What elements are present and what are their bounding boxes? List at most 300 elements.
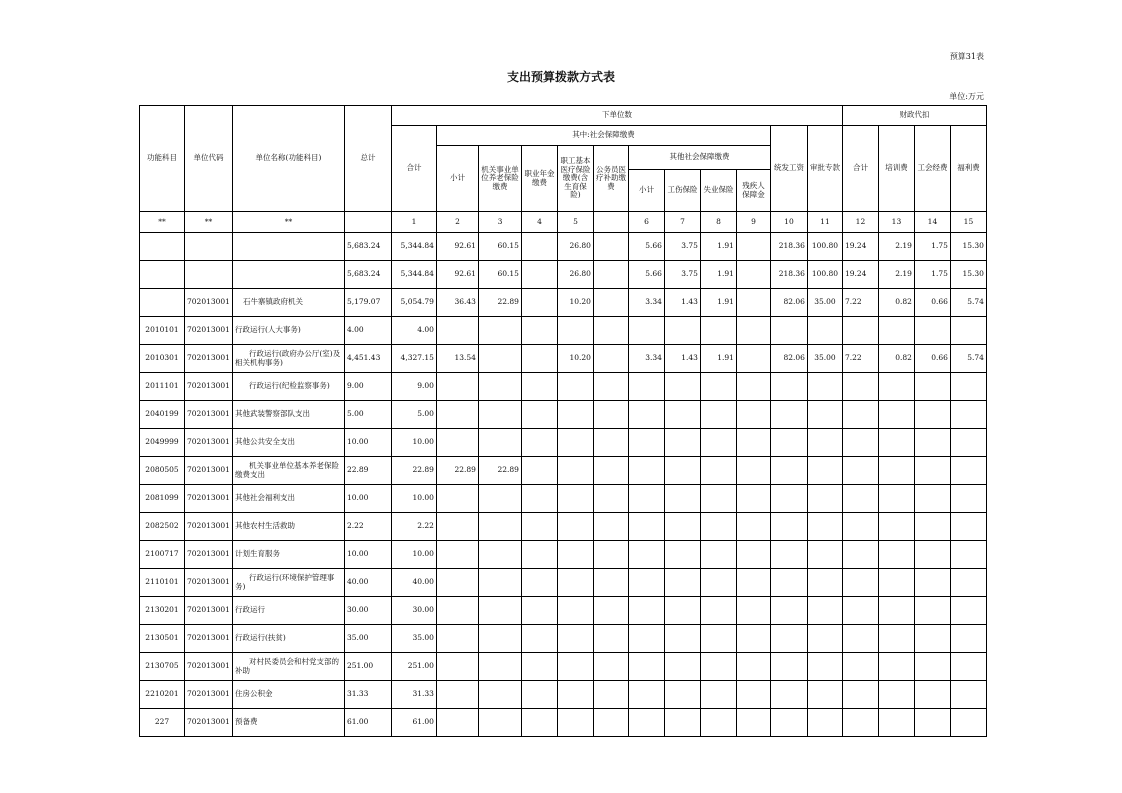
- index-cell: 10: [770, 212, 807, 233]
- index-cell: 9: [736, 212, 770, 233]
- value-cell-c13: [878, 513, 914, 541]
- value-cell-c9: [736, 541, 770, 569]
- value-cell-c8: 1.91: [700, 345, 736, 373]
- value-cell-c1: 35.00: [391, 625, 436, 653]
- table-row: [140, 289, 987, 317]
- index-cell: 15: [950, 212, 986, 233]
- value-cell-c4: [521, 373, 557, 401]
- value-cell-c4: [521, 653, 557, 681]
- value-cell-c5: [557, 401, 593, 429]
- table-row: [140, 485, 987, 513]
- value-cell-c11: [807, 429, 842, 457]
- value-cell-c5b: [593, 289, 628, 317]
- value-cell-c10: [770, 541, 807, 569]
- func-code-cell: 2110101: [140, 569, 185, 597]
- header-unit-name: 单位名称(功能科目): [232, 106, 344, 212]
- value-cell-c8: [700, 625, 736, 653]
- value-cell-c2: [436, 485, 478, 513]
- value-cell-c3: [478, 317, 521, 345]
- index-cell: 14: [914, 212, 950, 233]
- value-cell-c5b: [593, 373, 628, 401]
- value-cell-c5: [557, 709, 593, 737]
- value-cell-c11: [807, 569, 842, 597]
- value-cell-c9: [736, 709, 770, 737]
- value-cell-c5b: [593, 653, 628, 681]
- budget-table: [139, 105, 987, 737]
- header-injury: 工伤保险: [664, 170, 700, 212]
- value-cell-c7: 1.43: [664, 289, 700, 317]
- value-cell-c5b: [593, 709, 628, 737]
- value-cell-c11: 100.80: [807, 261, 842, 289]
- table-row: [140, 625, 987, 653]
- value-cell-c2: 92.61: [436, 233, 478, 261]
- value-cell-c1: 61.00: [391, 709, 436, 737]
- unit-code-cell: 702013001: [185, 541, 233, 569]
- value-cell-c15: [950, 373, 986, 401]
- func-code-cell: 2081099: [140, 485, 185, 513]
- value-cell-c8: [700, 597, 736, 625]
- value-cell-c1: 5.00: [391, 401, 436, 429]
- value-cell-c5b: [593, 261, 628, 289]
- value-cell-c5: [557, 317, 593, 345]
- value-cell-c5: [557, 653, 593, 681]
- value-cell-c2: [436, 401, 478, 429]
- value-cell-c5: [557, 429, 593, 457]
- value-cell-c10: [770, 373, 807, 401]
- table-row: [140, 513, 987, 541]
- value-cell-c14: 1.75: [914, 233, 950, 261]
- value-cell-c14: [914, 681, 950, 709]
- value-cell-c7: [664, 429, 700, 457]
- value-cell-c8: 1.91: [700, 233, 736, 261]
- header-social-insurance: 其中:社会保障缴费: [436, 126, 770, 146]
- value-cell-c3: [478, 513, 521, 541]
- table-number: 预算31表: [949, 52, 984, 61]
- value-cell-c12: 7.22: [842, 345, 878, 373]
- value-cell-c6: 5.66: [628, 233, 664, 261]
- value-cell-c6: [628, 457, 664, 485]
- value-cell-c12: [842, 485, 878, 513]
- value-cell-c10: [770, 513, 807, 541]
- value-cell-c6: [628, 597, 664, 625]
- value-cell-c1: 5,344.84: [391, 233, 436, 261]
- value-cell-c1: 10.00: [391, 541, 436, 569]
- value-cell-c3: 60.15: [478, 261, 521, 289]
- header-unified-salary: 统发工资: [770, 126, 807, 212]
- value-cell-c2: [436, 373, 478, 401]
- value-cell-c9: [736, 429, 770, 457]
- value-cell-c8: [700, 373, 736, 401]
- value-cell-c5: [557, 541, 593, 569]
- value-cell-c7: [664, 653, 700, 681]
- value-cell-c15: [950, 569, 986, 597]
- unit-name-cell: 其他农村生活救助: [232, 513, 344, 541]
- header-welfare: 福利费: [950, 126, 986, 212]
- unit-name-cell: 行政运行(纪检监察事务): [232, 373, 344, 401]
- value-cell-c3: [478, 373, 521, 401]
- value-cell-c10: [770, 401, 807, 429]
- unit-name-cell: 住房公积金: [232, 681, 344, 709]
- unit-code-cell: 702013001: [185, 317, 233, 345]
- header-annuity: 职业年金缴费: [521, 146, 557, 212]
- value-cell-c15: [950, 401, 986, 429]
- value-cell-c8: 1.91: [700, 261, 736, 289]
- total-cell: 4.00: [344, 317, 391, 345]
- value-cell-c9: [736, 261, 770, 289]
- value-cell-c6: [628, 625, 664, 653]
- value-cell-c4: [521, 401, 557, 429]
- value-cell-c10: [770, 569, 807, 597]
- value-cell-c14: [914, 401, 950, 429]
- value-cell-c9: [736, 317, 770, 345]
- total-cell: 10.00: [344, 485, 391, 513]
- value-cell-c3: 60.15: [478, 233, 521, 261]
- value-cell-c5b: [593, 457, 628, 485]
- value-cell-c7: [664, 541, 700, 569]
- header-unit-code: 单位代码: [185, 106, 233, 212]
- unit-code-cell: 702013001: [185, 485, 233, 513]
- value-cell-c11: 35.00: [807, 289, 842, 317]
- table-row: [140, 317, 987, 345]
- unit-code-cell: 702013001: [185, 513, 233, 541]
- unit-label: 单位:万元: [949, 92, 984, 101]
- func-code-cell: 2080505: [140, 457, 185, 485]
- unit-name-cell: 石牛寨镇政府机关: [232, 289, 344, 317]
- value-cell-c5: [557, 681, 593, 709]
- total-cell: 5,683.24: [344, 233, 391, 261]
- value-cell-c9: [736, 681, 770, 709]
- index-cell: 3: [478, 212, 521, 233]
- table-row: [140, 457, 987, 485]
- value-cell-c13: [878, 457, 914, 485]
- value-cell-c15: [950, 681, 986, 709]
- value-cell-c1: 5,054.79: [391, 289, 436, 317]
- value-cell-c11: 35.00: [807, 345, 842, 373]
- value-cell-c14: [914, 625, 950, 653]
- value-cell-c6: [628, 373, 664, 401]
- value-cell-c6: [628, 485, 664, 513]
- value-cell-c10: [770, 597, 807, 625]
- value-cell-c4: [521, 233, 557, 261]
- value-cell-c3: [478, 429, 521, 457]
- value-cell-c12: [842, 317, 878, 345]
- value-cell-c5: [557, 457, 593, 485]
- func-code-cell: 2130705: [140, 653, 185, 681]
- value-cell-c1: 30.00: [391, 597, 436, 625]
- value-cell-c5: 10.20: [557, 345, 593, 373]
- value-cell-c11: [807, 653, 842, 681]
- value-cell-c9: [736, 653, 770, 681]
- unit-code-cell: 702013001: [185, 597, 233, 625]
- value-cell-c4: [521, 513, 557, 541]
- unit-name-cell: 对村民委员会和村党支部的补助: [232, 653, 344, 681]
- unit-name-cell: 其他社会福利支出: [232, 485, 344, 513]
- table-body: [140, 233, 987, 737]
- value-cell-c7: [664, 317, 700, 345]
- value-cell-c1: 4.00: [391, 317, 436, 345]
- value-cell-c2: [436, 653, 478, 681]
- table-row: [140, 373, 987, 401]
- index-cell: [593, 212, 628, 233]
- value-cell-c2: [436, 625, 478, 653]
- value-cell-c7: [664, 569, 700, 597]
- value-cell-c4: [521, 429, 557, 457]
- value-cell-c1: 4,327.15: [391, 345, 436, 373]
- value-cell-c14: [914, 429, 950, 457]
- value-cell-c14: [914, 317, 950, 345]
- func-code-cell: 2010301: [140, 345, 185, 373]
- value-cell-c15: [950, 485, 986, 513]
- table-row: [140, 541, 987, 569]
- func-code-cell: 227: [140, 709, 185, 737]
- header-civil-medical: 公务员医疗补助缴费: [593, 146, 628, 212]
- value-cell-c9: [736, 597, 770, 625]
- value-cell-c3: [478, 653, 521, 681]
- value-cell-c11: [807, 625, 842, 653]
- header-approved-special: 审批专款: [807, 126, 842, 212]
- value-cell-c1: 2.22: [391, 513, 436, 541]
- value-cell-c8: [700, 457, 736, 485]
- value-cell-c9: [736, 345, 770, 373]
- value-cell-c6: [628, 653, 664, 681]
- header-union: 工会经费: [914, 126, 950, 212]
- total-cell: 4,451.43: [344, 345, 391, 373]
- value-cell-c7: [664, 681, 700, 709]
- value-cell-c3: [478, 709, 521, 737]
- value-cell-c2: [436, 681, 478, 709]
- unit-code-cell: 702013001: [185, 625, 233, 653]
- index-cell: 1: [391, 212, 436, 233]
- value-cell-c11: [807, 541, 842, 569]
- header-si-subtotal: 小计: [436, 146, 478, 212]
- func-code-cell: 2011101: [140, 373, 185, 401]
- header-fa-total: 合计: [842, 126, 878, 212]
- value-cell-c11: [807, 457, 842, 485]
- value-cell-c7: 3.75: [664, 261, 700, 289]
- value-cell-c7: [664, 625, 700, 653]
- value-cell-c4: [521, 345, 557, 373]
- value-cell-c12: [842, 373, 878, 401]
- func-code-cell: [140, 261, 185, 289]
- total-cell: 30.00: [344, 597, 391, 625]
- header-lower-unit: 下单位数: [391, 106, 842, 126]
- value-cell-c14: [914, 541, 950, 569]
- value-cell-c4: [521, 317, 557, 345]
- table-header: [140, 106, 987, 233]
- value-cell-c3: [478, 625, 521, 653]
- table-row: [140, 597, 987, 625]
- value-cell-c14: [914, 513, 950, 541]
- index-cell: 4: [521, 212, 557, 233]
- value-cell-c6: [628, 681, 664, 709]
- value-cell-c11: [807, 485, 842, 513]
- value-cell-c10: 82.06: [770, 345, 807, 373]
- header-disabled: 残疾人保障金: [736, 170, 770, 212]
- total-cell: 40.00: [344, 569, 391, 597]
- unit-code-cell: 702013001: [185, 681, 233, 709]
- value-cell-c10: [770, 625, 807, 653]
- table-row: [140, 681, 987, 709]
- value-cell-c11: [807, 681, 842, 709]
- header-training: 培训费: [878, 126, 914, 212]
- value-cell-c7: [664, 513, 700, 541]
- value-cell-c7: [664, 457, 700, 485]
- value-cell-c9: [736, 569, 770, 597]
- value-cell-c10: [770, 709, 807, 737]
- value-cell-c2: 22.89: [436, 457, 478, 485]
- value-cell-c3: [478, 569, 521, 597]
- value-cell-c4: [521, 681, 557, 709]
- value-cell-c1: 10.00: [391, 429, 436, 457]
- unit-name-cell: 其他公共安全支出: [232, 429, 344, 457]
- unit-name-cell: 行政运行(扶贫): [232, 625, 344, 653]
- value-cell-c8: [700, 485, 736, 513]
- value-cell-c12: [842, 569, 878, 597]
- func-code-cell: 2040199: [140, 401, 185, 429]
- table-row: [140, 233, 987, 261]
- value-cell-c8: [700, 541, 736, 569]
- unit-name-cell: 机关事业单位基本养老保险缴费支出: [232, 457, 344, 485]
- value-cell-c13: 0.82: [878, 289, 914, 317]
- total-cell: 61.00: [344, 709, 391, 737]
- func-code-cell: [140, 289, 185, 317]
- value-cell-c6: [628, 541, 664, 569]
- value-cell-c3: 22.89: [478, 289, 521, 317]
- value-cell-c9: [736, 625, 770, 653]
- value-cell-c15: [950, 625, 986, 653]
- value-cell-c12: [842, 541, 878, 569]
- value-cell-c13: [878, 653, 914, 681]
- value-cell-c11: [807, 597, 842, 625]
- value-cell-c9: [736, 401, 770, 429]
- total-cell: 35.00: [344, 625, 391, 653]
- value-cell-c5: [557, 485, 593, 513]
- index-cell: 2: [436, 212, 478, 233]
- value-cell-c15: [950, 597, 986, 625]
- value-cell-c7: [664, 597, 700, 625]
- header-func-code: 功能科目: [140, 106, 185, 212]
- index-cell: 6: [628, 212, 664, 233]
- value-cell-c6: 3.34: [628, 289, 664, 317]
- value-cell-c12: [842, 653, 878, 681]
- value-cell-c8: 1.91: [700, 289, 736, 317]
- value-cell-c6: [628, 317, 664, 345]
- value-cell-c3: [478, 485, 521, 513]
- value-cell-c11: [807, 401, 842, 429]
- value-cell-c14: [914, 485, 950, 513]
- func-code-cell: 2130501: [140, 625, 185, 653]
- index-cell: 11: [807, 212, 842, 233]
- index-cell: **: [140, 212, 185, 233]
- value-cell-c13: [878, 569, 914, 597]
- unit-name-cell: 行政运行(环境保护管理事务): [232, 569, 344, 597]
- value-cell-c3: [478, 401, 521, 429]
- index-cell: 7: [664, 212, 700, 233]
- table-row: [140, 429, 987, 457]
- total-cell: 5,179.07: [344, 289, 391, 317]
- value-cell-c3: [478, 597, 521, 625]
- value-cell-c6: [628, 401, 664, 429]
- value-cell-c12: 19.24: [842, 233, 878, 261]
- value-cell-c5: 10.20: [557, 289, 593, 317]
- value-cell-c2: [436, 709, 478, 737]
- value-cell-c5: 26.80: [557, 233, 593, 261]
- index-cell: 5: [557, 212, 593, 233]
- value-cell-c12: [842, 513, 878, 541]
- value-cell-c14: 0.66: [914, 345, 950, 373]
- value-cell-c5: [557, 373, 593, 401]
- value-cell-c3: [478, 345, 521, 373]
- value-cell-c12: [842, 457, 878, 485]
- value-cell-c12: [842, 709, 878, 737]
- table-row: [140, 709, 987, 737]
- value-cell-c10: 82.06: [770, 289, 807, 317]
- value-cell-c14: [914, 373, 950, 401]
- value-cell-c6: [628, 513, 664, 541]
- index-cell: 13: [878, 212, 914, 233]
- value-cell-c5: [557, 513, 593, 541]
- value-cell-c7: [664, 709, 700, 737]
- value-cell-c5b: [593, 513, 628, 541]
- value-cell-c10: [770, 429, 807, 457]
- value-cell-c13: 2.19: [878, 233, 914, 261]
- value-cell-c8: [700, 653, 736, 681]
- value-cell-c2: [436, 597, 478, 625]
- header-other-si: 其他社会保障缴费: [628, 146, 770, 170]
- unit-name-cell: 行政运行: [232, 597, 344, 625]
- unit-code-cell: 702013001: [185, 709, 233, 737]
- value-cell-c12: [842, 681, 878, 709]
- value-cell-c3: [478, 541, 521, 569]
- total-cell: 9.00: [344, 373, 391, 401]
- value-cell-c6: [628, 429, 664, 457]
- value-cell-c3: 22.89: [478, 457, 521, 485]
- value-cell-c9: [736, 373, 770, 401]
- unit-name-cell: [232, 233, 344, 261]
- index-cell: **: [185, 212, 233, 233]
- header-unemployment: 失业保险: [700, 170, 736, 212]
- value-cell-c15: [950, 513, 986, 541]
- unit-name-cell: [232, 261, 344, 289]
- value-cell-c11: [807, 373, 842, 401]
- value-cell-c1: 5,344.84: [391, 261, 436, 289]
- unit-name-cell: 其他武装警察部队支出: [232, 401, 344, 429]
- value-cell-c5: 26.80: [557, 261, 593, 289]
- value-cell-c5b: [593, 597, 628, 625]
- value-cell-c7: 1.43: [664, 345, 700, 373]
- table-row: [140, 653, 987, 681]
- unit-code-cell: [185, 233, 233, 261]
- value-cell-c12: [842, 625, 878, 653]
- value-cell-c6: 5.66: [628, 261, 664, 289]
- unit-name-cell: 计划生育服务: [232, 541, 344, 569]
- value-cell-c5b: [593, 317, 628, 345]
- value-cell-c8: [700, 317, 736, 345]
- value-cell-c15: [950, 457, 986, 485]
- table-row: [140, 569, 987, 597]
- value-cell-c5: [557, 597, 593, 625]
- value-cell-c5b: [593, 401, 628, 429]
- value-cell-c1: 251.00: [391, 653, 436, 681]
- value-cell-c5b: [593, 569, 628, 597]
- value-cell-c9: [736, 513, 770, 541]
- func-code-cell: 2130201: [140, 597, 185, 625]
- value-cell-c1: 40.00: [391, 569, 436, 597]
- unit-name-cell: 行政运行(人大事务): [232, 317, 344, 345]
- value-cell-c13: [878, 709, 914, 737]
- value-cell-c11: 100.80: [807, 233, 842, 261]
- value-cell-c5b: [593, 233, 628, 261]
